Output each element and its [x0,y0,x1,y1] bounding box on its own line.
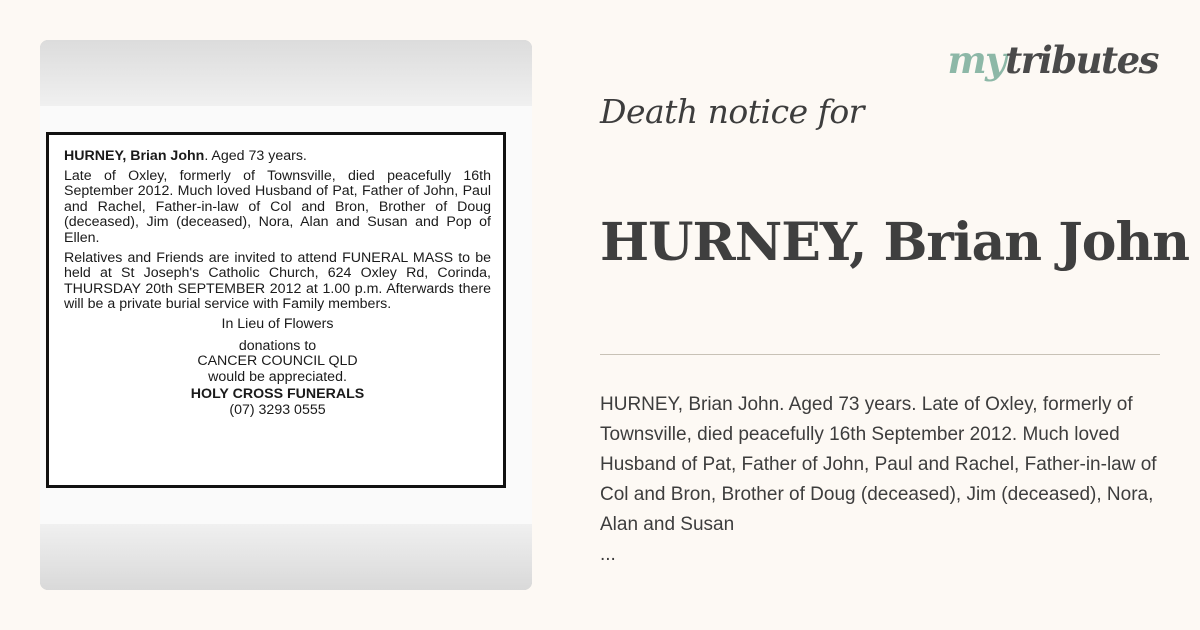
clipping-bottom-shade [40,524,532,590]
excerpt-ellipsis: ... [600,544,616,565]
notice-heading-name: HURNEY, Brian John [64,148,205,164]
newspaper-clipping-image [40,40,532,590]
logo-my: my [947,38,1006,82]
divider [600,354,1160,355]
page-subtitle: Death notice for [600,92,864,131]
notice-heading-age: . Aged 73 years. [204,148,307,164]
deceased-name-title: HURNEY, Brian John [600,212,1190,273]
notice-paragraph-1: Late of Oxley, formerly of Townsville, died peacefully 16th September 2012. Much loved Husband of Pat, Father of John, Paul and Rachel, Father-in-law of Col and Bron, Brother of Doug (deceased), Jim (deceased), Nora, Alan and Susan and Pop of Ellen. [64,167,491,246]
notice-phone: (07) 3293 0555 [229,401,326,418]
excerpt-text: HURNEY, Brian John. Aged 73 years. Late of Oxley, formerly of Townsville, died peacefully 16th September 2012. Much loved Husband of Pat, Father of John, Paul and Rachel, Father-in-law of Col and Bron, Brother of Doug (deceased), Jim (deceased), Nora, Alan and Susan [600,394,1157,535]
notice-donations-line: donations to [238,337,317,354]
notice-funeral-home: HOLY CROSS FUNERALS [190,386,365,403]
notice-heading [64,149,491,165]
logo-tributes: tributes [1005,38,1158,82]
notice-charity-line: CANCER COUNCIL QLD [197,353,358,370]
notice-excerpt [600,390,1175,570]
clipping-paper [40,106,532,524]
notice-box [46,132,506,488]
notice-flowers-line: In Lieu of Flowers [221,315,334,332]
clipping-top-shade [40,40,532,106]
notice-paragraph-2: Relatives and Friends are invited to attend FUNERAL MASS to be held at St Joseph's Catholic Church, 624 Oxley Rd, Corinda, THURSDAY 20th SEPTEMBER 2012 at 1.00 p.m. Afterwards there will be a private burial service with Family members. [64,249,491,313]
mytributes-logo[interactable] [947,38,1158,82]
notice-appreciated-line: would be appreciated. [208,368,347,385]
